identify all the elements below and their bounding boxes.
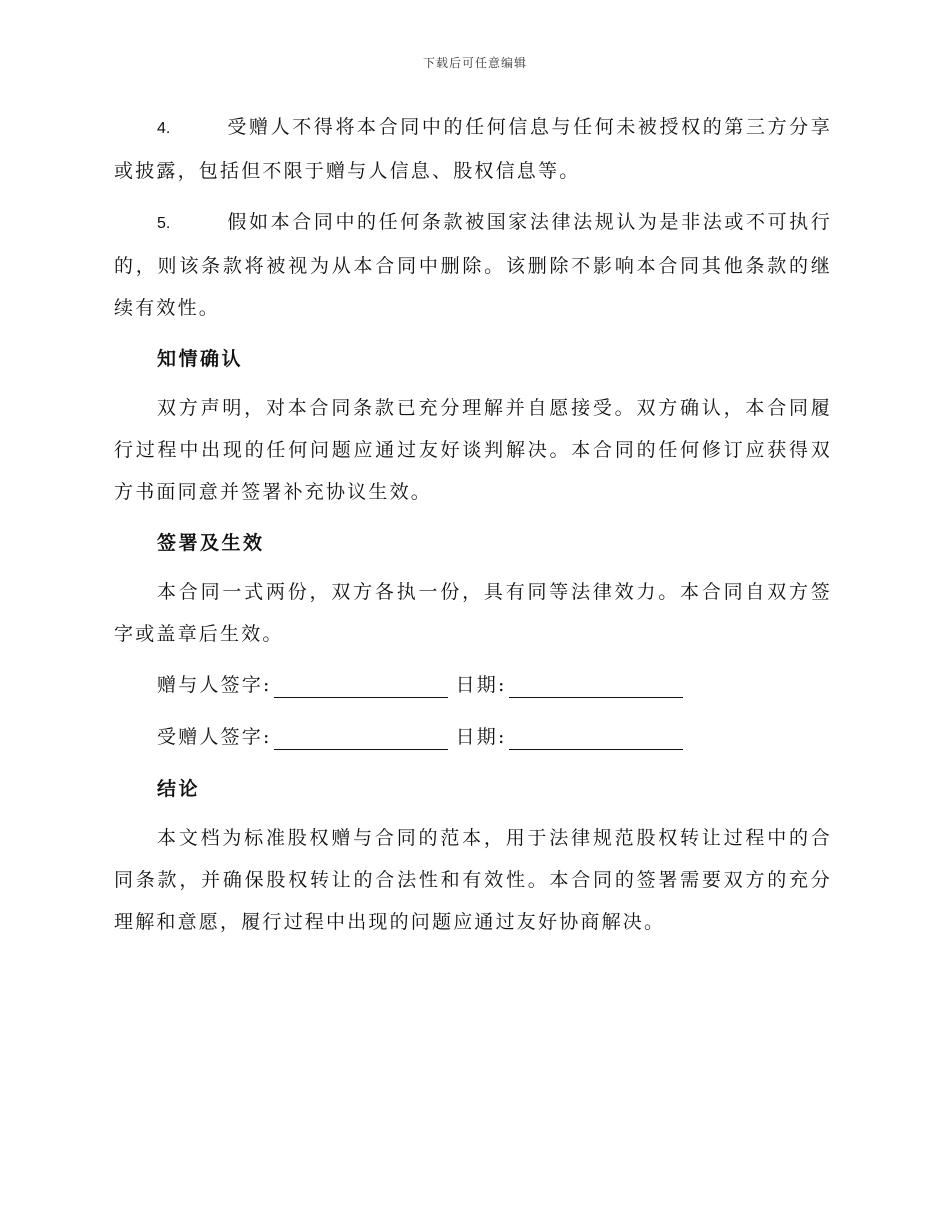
section-body-signing: 本合同一式两份，双方各执一份，具有同等法律效力。本合同自双方签字或盖章后生效。 — [114, 581, 832, 645]
donee-date-field[interactable] — [509, 721, 683, 750]
donor-signature-label: 赠与人签字: — [157, 674, 272, 696]
clause-text: 假如本合同中的任何条款被国家法律法规认为是非法或不可执行的，则该条款将被视为从本合同中删除。该删除不影响本合同其他条款的继续有效性。 — [114, 211, 832, 319]
donor-date-label: 日期: — [455, 674, 507, 696]
donor-date-field[interactable] — [509, 669, 683, 698]
donee-date-label: 日期: — [455, 726, 507, 748]
donee-signature-field[interactable] — [274, 721, 448, 750]
section-title-conclusion: 结论 — [157, 778, 201, 800]
clause-4 — [114, 106, 832, 192]
section-title-signing: 签署及生效 — [157, 532, 265, 554]
donor-signature-field[interactable] — [274, 669, 448, 698]
clause-text: 受赠人不得将本合同中的任何信息与任何未被授权的第三方分享或披露，包括但不限于赠与人信息、股权信息等。 — [114, 116, 832, 182]
page-header: 下载后可任意编辑 — [422, 56, 527, 70]
section-title-acknowledgement: 知情确认 — [157, 348, 244, 370]
donor-signature-line — [157, 664, 832, 706]
clause-5 — [114, 201, 832, 329]
donee-signature-label: 受赠人签字: — [157, 726, 272, 748]
document-body — [114, 106, 832, 952]
donee-signature-line — [157, 716, 832, 758]
clause-number: 5. — [157, 215, 171, 232]
clause-number: 4. — [157, 120, 171, 137]
section-body-conclusion: 本文档为标准股权赠与合同的范本，用于法律规范股权转让过程中的合同条款，并确保股权转让的合法性和有效性。本合同的签署需要双方的充分理解和意愿，履行过程中出现的问题应通过友好协商解决。 — [114, 827, 832, 933]
section-body-acknowledgement: 双方声明，对本合同条款已充分理解并自愿接受。双方确认，本合同履行过程中出现的任何问题应通过友好谈判解决。本合同的任何修订应获得双方书面同意并签署补充协议生效。 — [114, 397, 832, 503]
